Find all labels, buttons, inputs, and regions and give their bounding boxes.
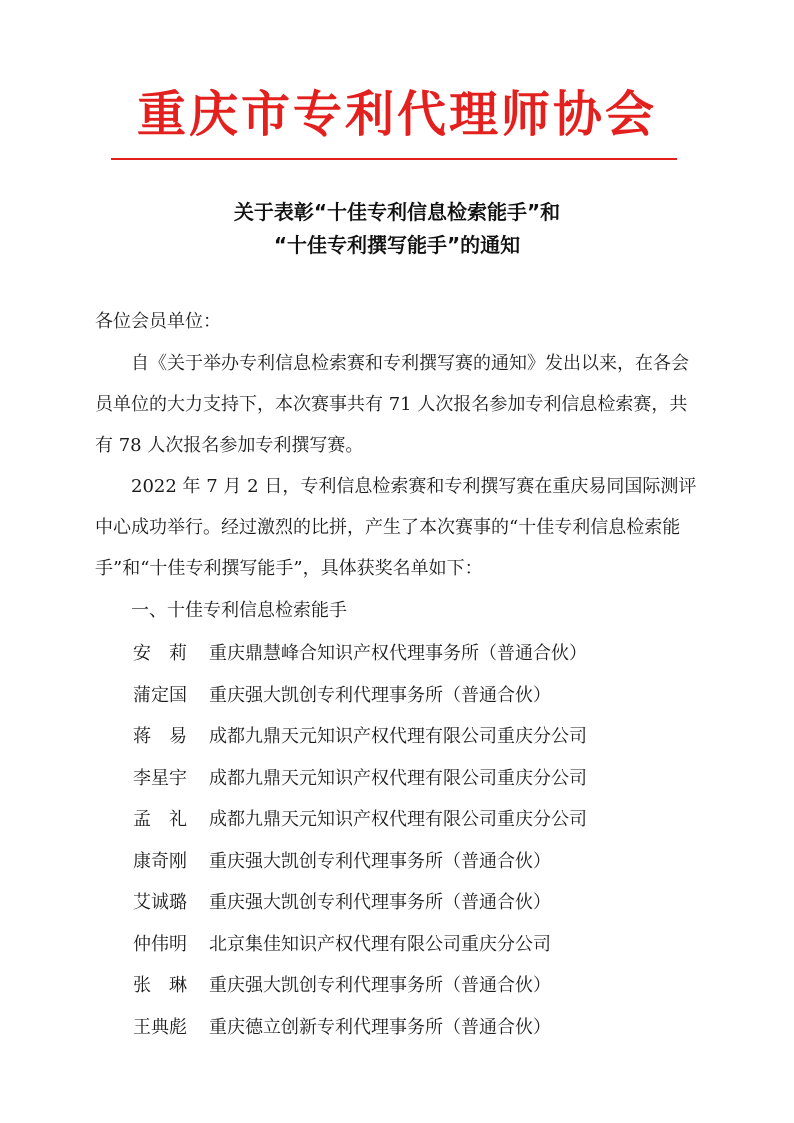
winner-organization: 重庆强大凯创专利代理事务所（普通合伙） (209, 892, 551, 913)
winner-name: 蒋 易 (133, 726, 187, 747)
letterhead-divider (111, 158, 677, 160)
winner-organization: 重庆强大凯创专利代理事务所（普通合伙） (209, 975, 551, 996)
winner-organization: 成都九鼎天元知识产权代理有限公司重庆分公司 (209, 726, 587, 747)
winner-name: 康奇刚 (133, 850, 187, 872)
winner-organization: 成都九鼎天元知识产权代理有限公司重庆分公司 (209, 767, 587, 789)
winner-name: 安 莉 (133, 643, 187, 664)
winner-row (133, 758, 733, 800)
winner-row (133, 924, 733, 966)
winner-organization: 重庆鼎慧峰合知识产权代理事务所（普通合伙） (209, 643, 587, 664)
winner-name: 蒲定国 (133, 684, 187, 706)
winner-organization: 成都九鼎天元知识产权代理有限公司重庆分公司 (209, 809, 587, 830)
winner-row (133, 841, 733, 883)
notice-title-line1: 关于表彰“十佳专利信息检索能手”和 (233, 200, 561, 224)
winner-row (133, 965, 733, 1007)
winner-organization: 北京集佳知识产权代理有限公司重庆分公司 (209, 933, 551, 955)
winner-row (133, 633, 733, 675)
winner-row (133, 716, 733, 758)
winner-organization: 重庆强大凯创专利代理事务所（普通合伙） (209, 850, 551, 872)
winner-organization: 重庆强大凯创专利代理事务所（普通合伙） (209, 684, 551, 706)
winner-name: 艾诚璐 (133, 892, 187, 913)
paragraph-intro: 自《关于举办专利信息检索赛和专利撰写赛的通知》发出以来，在各会员单位的大力支持下，本次赛事共有 71 人次报名参加专利信息检索赛，共有 78 人次报名参加专利撰写赛。 (95, 353, 689, 456)
paragraph-event: 2022 年 7 月 2 日，专利信息检索赛和专利撰写赛在重庆易同国际测评中心成功举行。经过激烈的比拼，产生了本次赛事的“十佳专利信息检索能手”和“十佳专利撰写能手”，具体获奖名单如下： (95, 476, 697, 579)
salutation: 各位会员单位： (95, 311, 221, 332)
winner-name: 王典彪 (133, 1016, 187, 1038)
notice-title-line2: “十佳专利撰写能手”的通知 (273, 233, 521, 257)
winner-name: 孟 礼 (133, 809, 187, 830)
winner-name: 张 琳 (133, 975, 187, 996)
winner-row (133, 1007, 733, 1049)
section-heading: 一、十佳专利信息检索能手 (131, 600, 347, 621)
winner-organization: 重庆德立创新专利代理事务所（普通合伙） (209, 1016, 551, 1038)
winner-row (133, 882, 733, 924)
winner-name: 李星宇 (133, 767, 187, 789)
winner-row (133, 799, 733, 841)
winner-name: 仲伟明 (133, 933, 187, 955)
winner-list (133, 633, 733, 1048)
winner-row (133, 675, 733, 717)
org-letterhead-title: 重庆市专利代理师协会 (136, 86, 657, 143)
